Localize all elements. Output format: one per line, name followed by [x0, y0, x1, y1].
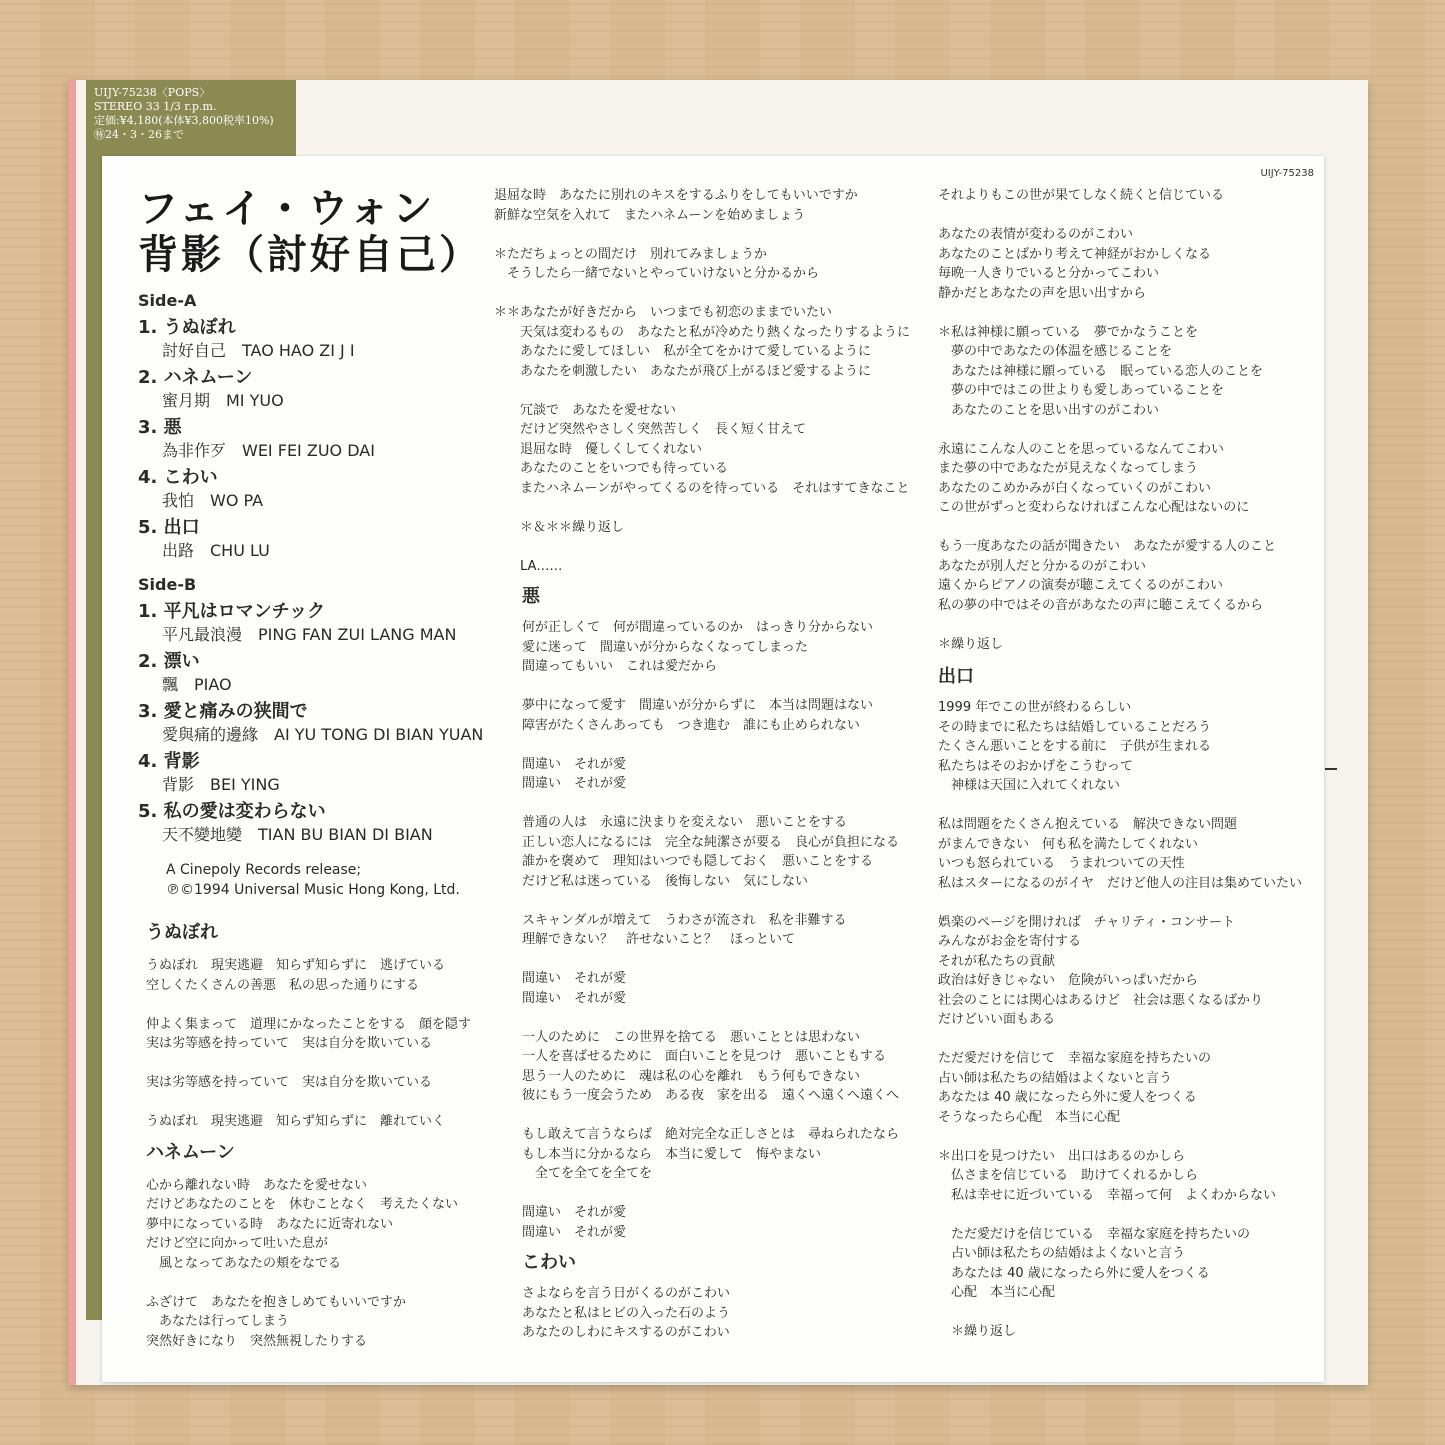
- lyric-line: うぬぼれ 現実逃避 知らず知らずに 逃げている: [146, 958, 446, 973]
- lyric-line: ＊＆＊＊繰り返し: [494, 519, 625, 535]
- track-title: 5. 私の愛は変わらない: [138, 801, 326, 822]
- lyric-line: いつも怒られている うまれついての天性: [938, 856, 1185, 871]
- lyric-line: [938, 1205, 1324, 1225]
- track-item: [138, 650, 518, 696]
- lyric-line: 思う一人のために 魂は私の心を離れ もう何もできない: [522, 1068, 861, 1084]
- lyric-line: 夢の中ではこの世よりも愛しあっていることを: [938, 383, 1224, 398]
- obi-text: [94, 86, 274, 142]
- lyric-line: 何が正しくて 何が間違っているのか はっきり分からない: [522, 620, 874, 635]
- lyric-line: 障害がたくさんあっても つき進む 誰にも止められない: [522, 717, 860, 733]
- lyric-line: [522, 891, 914, 911]
- lyric-line: あなたに愛してほしい 私が全てをかけて愛しているように: [494, 344, 872, 359]
- track-title: 2. ハネムーン: [138, 367, 253, 388]
- lyric-line: ＊ただちょっとの間だけ 別れてみましょうか: [494, 246, 768, 262]
- lyric-line: 冗談で あなたを愛せない: [494, 402, 677, 418]
- catalog-number: UIJY-75238: [1260, 168, 1314, 179]
- side-a-label: Side-A: [138, 291, 197, 310]
- lyric-line: あなたを刺激したい あなたが飛び上がるほど愛するように: [494, 363, 872, 379]
- lyric-line: 間違い それが愛: [522, 1205, 627, 1220]
- credits-line: ℗©1994 Universal Music Hong Kong, Ltd.: [166, 882, 460, 898]
- track-subtitle: 為非作歹 WEI FEI ZUO DAI: [162, 441, 375, 460]
- track-item: [138, 750, 518, 796]
- lyric-line: [522, 794, 914, 814]
- lyric-line: 一人を喜ばせるために 面白いことを見つけ 悪いこともする: [522, 1049, 887, 1064]
- lyric-line: [522, 950, 914, 970]
- lyric-line: 私は問題をたくさん抱えている 解決できない問題: [938, 817, 1238, 832]
- lyric-section-title: 悪: [522, 586, 540, 607]
- lyric-line: 社会のことには関心はあるけど 社会は悪くなるばかり: [938, 992, 1264, 1008]
- lyric-line: あなたのことを思い出すのがこわい: [938, 402, 1160, 418]
- lyric-line: 全てを全てを全てを: [522, 1166, 653, 1181]
- lyric-line: [938, 303, 1324, 323]
- lyric-line: 実は劣等感を持っていて 実は自分を欺いている: [146, 1036, 433, 1051]
- track-item: [138, 416, 518, 462]
- lyric-line: 間違い それが愛: [522, 776, 627, 791]
- lyric-line: [522, 677, 914, 697]
- lyric-line: 風となってあなたの頬をなでる: [146, 1255, 342, 1271]
- lyric-section-title: ハネムーン: [146, 1141, 235, 1163]
- track-item: [138, 800, 518, 846]
- lyric-section-title: 出口: [938, 666, 974, 687]
- lyric-line: 愛に迷って 間違いが分からなくなってしまった: [522, 639, 809, 655]
- track-subtitle: 我怕 WO PA: [162, 491, 264, 510]
- lyric-insert: [102, 156, 1324, 1382]
- album-title: 背影（討好自己）: [138, 232, 482, 278]
- lyric-line: [938, 1030, 1324, 1050]
- lyric-line: ただ愛だけを信じている 幸福な家庭を持ちたいの: [938, 1226, 1251, 1242]
- lyric-block: [494, 1284, 914, 1343]
- lyric-line: 政治は好きじゃない 危険がいっぱいだから: [938, 973, 1199, 988]
- track-subtitle: 飄 PIAO: [162, 675, 232, 694]
- artist-name: フェイ・ウォン: [138, 186, 436, 232]
- lyrics-col2: [494, 186, 914, 1343]
- lyric-block: [926, 698, 1324, 1342]
- lyric-line: [494, 381, 914, 401]
- lyric-line: 退屈な時 優しくしてくれない: [494, 441, 703, 457]
- lyric-section-title: こわい: [522, 1252, 576, 1273]
- lyric-line: [938, 206, 1324, 226]
- lyric-line: 占い師は私たちの結婚はよくないと言う: [938, 1070, 1173, 1086]
- lyric-line: そうしたら一緒でないとやっていけないと分かるから: [494, 266, 820, 281]
- lyric-line: ふざけて あなたを抱きしめてもいいですか: [146, 1294, 407, 1310]
- lyric-line: またハネムーンがやってくるのを待っている それはすてきなこと: [494, 480, 910, 496]
- lyric-line: 間違ってもいい これは愛だから: [522, 659, 718, 674]
- lyric-line: 占い師は私たちの結婚はよくないと言う: [938, 1246, 1186, 1261]
- lyric-line: 空しくたくさんの善悪 私の思った通りにする: [146, 977, 420, 993]
- lyric-line: あなたは神様に願っている 眠っている恋人のことを: [938, 363, 1264, 379]
- track-title: 5. 出口: [138, 517, 200, 538]
- lyric-line: [522, 1184, 914, 1204]
- lyric-line: 娯楽のページを開ければ チャリティ・コンサート: [938, 914, 1236, 930]
- lyric-line: その時までに私たちは結婚していることだろう: [938, 719, 1212, 735]
- lyric-line: 夢中になっている時 あなたに近寄れない: [146, 1216, 394, 1232]
- lyric-line: [522, 1008, 914, 1028]
- lyric-line: 遠くからピアノの演奏が聴こえてくるのがこわい: [938, 578, 1223, 593]
- lyric-line: [494, 537, 914, 557]
- lyric-line: もし敢えて言うならば 絶対完全な正しさとは 尋ねられたなら: [522, 1127, 900, 1142]
- track-item: [138, 316, 518, 362]
- credits: [138, 860, 518, 900]
- track-title: 2. 漂い: [138, 651, 200, 672]
- track-subtitle: 愛與痛的邊緣 AI YU TONG DI BIAN YUAN: [162, 725, 484, 744]
- lyric-line: この世がずっと変わらなければこんな心配はないのに: [938, 500, 1250, 515]
- track-subtitle: 出路 CHU LU: [162, 541, 270, 560]
- lyric-line: あなたの表情が変わるのがこわい: [938, 227, 1134, 242]
- lyric-line: 永遠にこんな人のことを思っているなんてこわい: [938, 441, 1225, 457]
- lyric-line: 神様は天国に入れてくれない: [938, 778, 1121, 793]
- lyric-line: 正しい恋人になるには 完全な純潔さが要る 良心が負担になる: [522, 834, 900, 850]
- lyric-line: [938, 615, 1324, 635]
- lyric-line: スキャンダルが増えて うわさが流され 私を非難する: [522, 912, 847, 928]
- track-item: [138, 516, 518, 562]
- lyric-line: また夢の中であなたが見えなくなってしまう: [938, 461, 1199, 476]
- lyric-line: 仲よく集まって 道理にかなったことをする 顔を隠す: [146, 1016, 472, 1032]
- lyric-line: 心配 本当に心配: [938, 1285, 1056, 1300]
- lyric-line: 私は幸せに近づいている 幸福って何 よくわからない: [938, 1187, 1277, 1203]
- obi-format: STEREO 33 1/3 r.p.m.: [94, 100, 217, 113]
- lyric-line: 間違い それが愛: [522, 1224, 627, 1240]
- lyric-line: [938, 1127, 1324, 1147]
- lyric-line: 間違い それが愛: [522, 971, 627, 986]
- track-item: [138, 366, 518, 412]
- lyric-line: LA……: [494, 558, 563, 574]
- lyric-line: [938, 420, 1324, 440]
- lyric-line: もし本当に分かるなら 本当に愛して 悔やまない: [522, 1146, 822, 1162]
- lyric-block: [494, 618, 914, 1242]
- lyric-line: 一人のために この世界を捨てる 悪いこととは思わない: [522, 1029, 861, 1045]
- lyric-line: あなたのしわにキスするのがこわい: [522, 1325, 730, 1340]
- lyric-line: 間違い それが愛: [522, 756, 627, 772]
- lyric-line: ただ愛だけを信じて 幸福な家庭を持ちたいの: [938, 1051, 1212, 1066]
- track-title: 4. 背影: [138, 751, 200, 772]
- lyric-line: あなたは 40 歳になったら外に愛人をつくる: [938, 1090, 1197, 1105]
- track-item: [138, 600, 518, 646]
- lyric-line: ＊＊あなたが好きだから いつまでも初恋のままでいたい: [494, 305, 833, 320]
- lyric-block: [494, 186, 914, 576]
- lyric-line: がまんできない 何も私を満たしてくれない: [938, 836, 1199, 852]
- lyric-line: 夢の中であなたの体温を感じることを: [938, 344, 1173, 359]
- lyric-line: だけどいい面もある: [938, 1012, 1056, 1027]
- track-item: [138, 466, 518, 512]
- lyric-line: [938, 796, 1324, 816]
- lyric-line: 夢中になって愛す 間違いが分からずに 本当は問題はない: [522, 698, 874, 713]
- lyric-line: ＊私は神様に願っている 夢でかなうことを: [938, 324, 1199, 340]
- obi-price: 定価:¥4,180(本体¥3,800税率10%): [94, 114, 274, 127]
- lyric-line: [522, 735, 914, 755]
- lyric-line: さよならを言う日がくるのがこわい: [522, 1286, 731, 1301]
- credits-line: A Cinepoly Records release;: [166, 862, 362, 878]
- lyric-line: だけど空に向かって吐いた息が: [146, 1236, 329, 1251]
- lyric-line: もう一度あなたの話が聞きたい あなたが愛する人のこと: [938, 539, 1277, 554]
- lyric-line: [494, 225, 914, 245]
- lyric-line: あなたは行ってしまう: [146, 1314, 290, 1329]
- track-title: 4. こわい: [138, 467, 218, 488]
- lyric-line: 私たちはそのおかげをこうむって: [938, 758, 1134, 774]
- lyric-line: 私の夢の中ではその音があなたの声に聴こえてくるから: [938, 597, 1264, 613]
- lyric-line: それよりもこの世が果てしなく続くと信じている: [938, 188, 1225, 203]
- lyric-line: あなたのこめかみが白くなっていくのがこわい: [938, 480, 1212, 496]
- lyric-line: [494, 498, 914, 518]
- lyric-line: 仏さまを信じている 助けてくれるかしら: [938, 1168, 1199, 1183]
- lyric-line: 毎晩一人きりでいると分かってこわい: [938, 266, 1160, 281]
- lyric-line: だけど私は迷っている 後悔しない 気にしない: [522, 873, 809, 889]
- lyrics-col3: [926, 186, 1324, 1342]
- lyric-line: みんながお金を寄付する: [938, 934, 1082, 949]
- track-subtitle: 背影 BEI YING: [162, 775, 280, 794]
- lyric-line: あなたと私はヒビの入った石のよう: [522, 1305, 731, 1321]
- lyric-line: 静かだとあなたの声を思い出すから: [938, 285, 1147, 301]
- lyric-line: うぬぼれ 現実逃避 知らず知らずに 離れていく: [146, 1114, 446, 1129]
- lyric-line: [522, 1106, 914, 1126]
- lyric-line: それが私たちの貢献: [938, 953, 1056, 969]
- edge-mark: [1325, 768, 1337, 770]
- lyric-line: あなたが別人だと分かるのがこわい: [938, 558, 1147, 574]
- lyric-line: 誰かを褒めて 理知はいつでも隠しておく 悪いことをする: [522, 854, 874, 869]
- lyric-line: 心から離れない時 あなたを愛せない: [146, 1177, 368, 1193]
- lyric-line: そうなったら心配 本当に心配: [938, 1109, 1121, 1125]
- lyric-line: ＊出口を見つけたい 出口はあるのかしら: [938, 1148, 1186, 1164]
- lyric-line: だけど突然やさしく突然苦しく 長く短く甘えて: [494, 422, 807, 437]
- obi-date: ㊕24・3・26まで: [94, 128, 184, 141]
- tracklist-column: [138, 186, 518, 900]
- lyric-line: [938, 1303, 1324, 1323]
- lyric-line: 新鮮な空気を入れて またハネムーンを始めましょう: [494, 207, 806, 223]
- track-subtitle: 平凡最浪漫 PING FAN ZUI LANG MAN: [162, 625, 457, 644]
- lyric-line: たくさん悪いことをする前に 子供が生まれる: [938, 739, 1212, 754]
- obi-catalog: UIJY-75238〈POPS〉: [94, 86, 211, 99]
- lyric-line: [938, 518, 1324, 538]
- side-b-label: Side-B: [138, 575, 197, 594]
- lyric-line: だけどあなたのことを 休むことなく 考えたくない: [146, 1197, 459, 1212]
- lyric-line: [938, 893, 1324, 913]
- lyric-line: あなたは 40 歳になったら外に愛人をつくる: [938, 1265, 1210, 1281]
- lyric-block: [926, 186, 1324, 654]
- track-title: 3. 悪: [138, 417, 182, 438]
- lyric-line: 私はスターになるのがイヤ だけど他人の注目は集めていたい: [938, 875, 1303, 891]
- lyric-line: 突然好きになり 突然無視したりする: [146, 1333, 368, 1349]
- lyric-line: あなたのことばかり考えて神経がおかしくなる: [938, 246, 1212, 262]
- track-subtitle: 討好自己 TAO HAO ZI J I: [162, 341, 355, 360]
- lyric-line: [494, 284, 914, 304]
- lyric-section-title: うぬぼれ: [146, 922, 218, 943]
- lyric-line: 普通の人は 永遠に決まりを変えない 悪いことをする: [522, 815, 848, 830]
- track-subtitle: 蜜月期 MI YUO: [162, 391, 284, 410]
- lyric-line: 間違い それが愛: [522, 990, 627, 1006]
- lyric-line: 理解できない？ 許せないこと？ ほっといて: [522, 932, 796, 947]
- track-title: 1. 平凡はロマンチック: [138, 601, 326, 622]
- track-subtitle: 天不變地變 TIAN BU BIAN DI BIAN: [162, 825, 433, 844]
- lyric-line: 実は劣等感を持っていて 実は自分を欺いている: [146, 1075, 433, 1090]
- track-item: [138, 700, 518, 746]
- lyric-line: ＊繰り返し: [938, 636, 1004, 652]
- track-title: 1. うぬぼれ: [138, 317, 236, 338]
- lyric-line: ＊繰り返し: [938, 1324, 1017, 1339]
- sleeve-edge: [68, 80, 76, 1385]
- lyric-line: 1999 年でこの世が終わるらしい: [938, 700, 1132, 715]
- track-title: 3. 愛と痛みの狭間で: [138, 701, 308, 722]
- lyric-line: 彼にもう一度会うため ある夜 家を出る 遠くへ遠くへ遠くへ: [522, 1088, 900, 1103]
- lyric-line: 退屈な時 あなたに別れのキスをするふりをしてもいいですか: [494, 188, 858, 203]
- lyric-line: 天気は変わるもの あなたと私が冷めたり熱くなったりするように: [494, 324, 911, 340]
- lyric-line: あなたのことをいつでも待っている: [494, 461, 729, 476]
